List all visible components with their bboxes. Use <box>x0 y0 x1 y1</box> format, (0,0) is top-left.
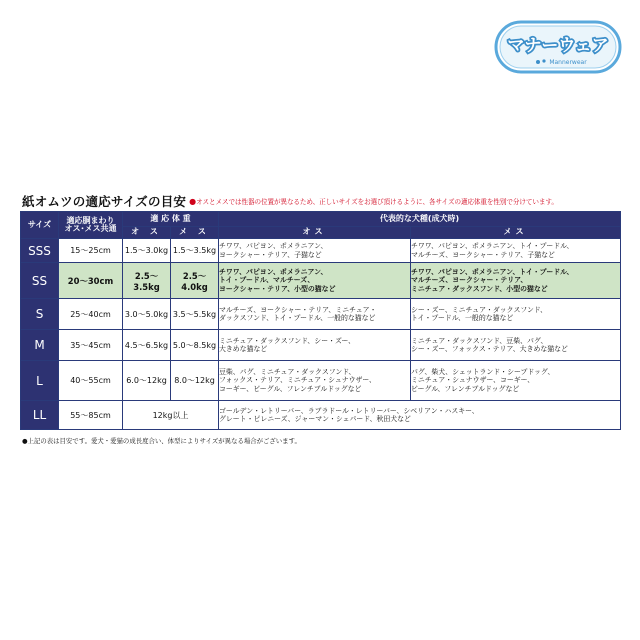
table-row <box>21 299 621 330</box>
breed-line: コーギー、ビーグル、フレンチブルドッグなど <box>219 384 362 393</box>
female-breeds <box>411 263 621 299</box>
size-label: M <box>21 330 59 361</box>
breed-line: ミニチュア・シュナウザー、コーギー、 <box>411 376 535 385</box>
breed-line: チワワ、パピヨン、ポメラニアン、トイ・プードル、 <box>411 267 574 276</box>
breed-line: ダックスフンド、トイ・プードル、一般的な猫など <box>219 314 376 322</box>
footnote <box>22 436 301 445</box>
breed-line: トイ・プードル、一般的な猫など <box>411 314 514 322</box>
male-weight: 3.0〜5.0kg <box>123 299 171 330</box>
header-male-breeds: オス <box>219 227 411 239</box>
footnote-bullet-icon: ● <box>22 437 28 445</box>
note-bullet-icon: ● <box>189 196 197 206</box>
table-row <box>21 330 621 361</box>
waist-range: 35〜45cm <box>59 330 123 361</box>
female-breeds <box>411 361 621 401</box>
male-weight: 4.5〜6.5kg <box>123 330 171 361</box>
header-female-breeds: メス <box>411 227 621 239</box>
male-breeds <box>219 239 411 263</box>
female-breeds <box>411 299 621 330</box>
breed-line: グレート・ピレニーズ、ジャーマン・シェパード、秋田犬など <box>219 415 411 423</box>
breed-line: ゴールデン・レトリーバー、ラブラドール・レトリーバー、シベリアン・ハスキー、 <box>219 406 479 415</box>
breed-line: ミニチュア・ダックスフンド、小型の猫など <box>411 284 548 293</box>
breed-line: 豆柴、パグ、ミニチュア・ダックスフンド、 <box>219 367 356 376</box>
waist-range: 55〜85cm <box>59 401 123 430</box>
breed-line: マルチーズ、ヨークシャー・テリア、ミニチュア・ <box>219 305 377 314</box>
breed-line: マルチーズ、ヨークシャー・テリア、 <box>411 276 528 285</box>
size-label: LL <box>21 401 59 430</box>
waist-range: 40〜55cm <box>59 361 123 401</box>
table-row <box>21 361 621 401</box>
size-table <box>20 211 621 430</box>
male-breeds <box>219 299 411 330</box>
breed-line: 大きめな猫など <box>219 345 268 353</box>
waist-range: 25〜40cm <box>59 299 123 330</box>
female-weight: 5.0〜8.5kg <box>171 330 219 361</box>
breed-line: ヨークシャー・テリア、小型の猫など <box>219 284 336 293</box>
male-weight: 6.0〜12kg <box>123 361 171 401</box>
breed-line: シー・ズー、ミニチュア・ダックスフンド、 <box>411 305 548 314</box>
female-weight: 2.5〜4.0kg <box>171 263 219 299</box>
table-row <box>21 401 621 430</box>
waist-range: 20〜30cm <box>59 263 123 299</box>
gender-note: オスとメスでは性器の位置が異なるため、正しいサイズをお選び頂けるように、各サイズの適応体重を性別で分けています。 <box>196 198 558 206</box>
male-breeds <box>219 263 411 299</box>
table-row <box>21 239 621 263</box>
shared-breeds <box>219 401 621 430</box>
female-weight: 8.0〜12kg <box>171 361 219 401</box>
female-breeds <box>411 330 621 361</box>
header-weight: 適 応 体 重 <box>123 212 219 227</box>
female-weight: 3.5〜5.5kg <box>171 299 219 330</box>
female-breeds <box>411 239 621 263</box>
header-male-weight: オ ス <box>123 227 171 239</box>
breed-line: ビーグル、フレンチブルドッグなど <box>411 384 520 393</box>
breed-line: ヨークシャー・テリア、子猫など <box>219 250 322 259</box>
male-breeds <box>219 361 411 401</box>
logo-subtext: Mannerwear <box>549 59 587 66</box>
size-label: SS <box>21 263 59 299</box>
breed-line: トイ・プードル、マルチーズ、 <box>219 276 315 285</box>
brand-logo <box>494 20 622 74</box>
male-breeds <box>219 330 411 361</box>
breed-line: ミニチュア・ダックスフンド、シー・ズー、 <box>219 336 356 345</box>
male-weight: 1.5〜3.0kg <box>123 239 171 263</box>
table-row-highlighted <box>21 263 621 299</box>
header-waist-line1: 適応胴まわり <box>66 215 115 225</box>
header-waist <box>59 212 123 239</box>
shared-weight: 12kg以上 <box>123 401 219 430</box>
breed-line: パグ、柴犬、シェットランド・シープドッグ、 <box>411 367 555 376</box>
female-weight: 1.5〜3.5kg <box>171 239 219 263</box>
logo-text: マナーウェア <box>507 36 609 56</box>
breed-line: チワワ、パピヨン、ポメラニアン、 <box>219 267 328 276</box>
breed-line: マルチーズ、ヨークシャー・テリア、子猫など <box>411 250 555 259</box>
breed-line: フォックス・テリア、ミニチュア・シュナウザー、 <box>219 376 376 385</box>
male-weight: 2.5〜3.5kg <box>123 263 171 299</box>
breed-line: ミニチュア・ダックスフンド、豆柴、パグ、 <box>411 336 548 345</box>
breed-line: シー・ズー、フォックス・テリア、大きめな猫など <box>411 345 568 353</box>
page-title: 紙オムツの適応サイズの目安 <box>22 194 187 209</box>
header-waist-line2: オス･メス共通 <box>64 224 117 233</box>
header-female-weight: メ ス <box>171 227 219 239</box>
waist-range: 15〜25cm <box>59 239 123 263</box>
size-label: S <box>21 299 59 330</box>
footnote-text: 上記の表は目安です。愛犬・愛猫の成長度合い、体型によりサイズが異なる場合がございます。 <box>27 437 301 445</box>
size-label: L <box>21 361 59 401</box>
breed-line: チワワ、パピヨン、ポメラニアン、トイ・プードル、 <box>411 242 574 251</box>
title-row <box>22 192 622 210</box>
breed-line: チワワ、パピヨン、ポメラニアン、 <box>219 242 328 251</box>
header-breeds: 代表的な犬種(成犬時) <box>219 212 621 227</box>
size-label: SSS <box>21 239 59 263</box>
header-size: サイズ <box>21 212 59 239</box>
